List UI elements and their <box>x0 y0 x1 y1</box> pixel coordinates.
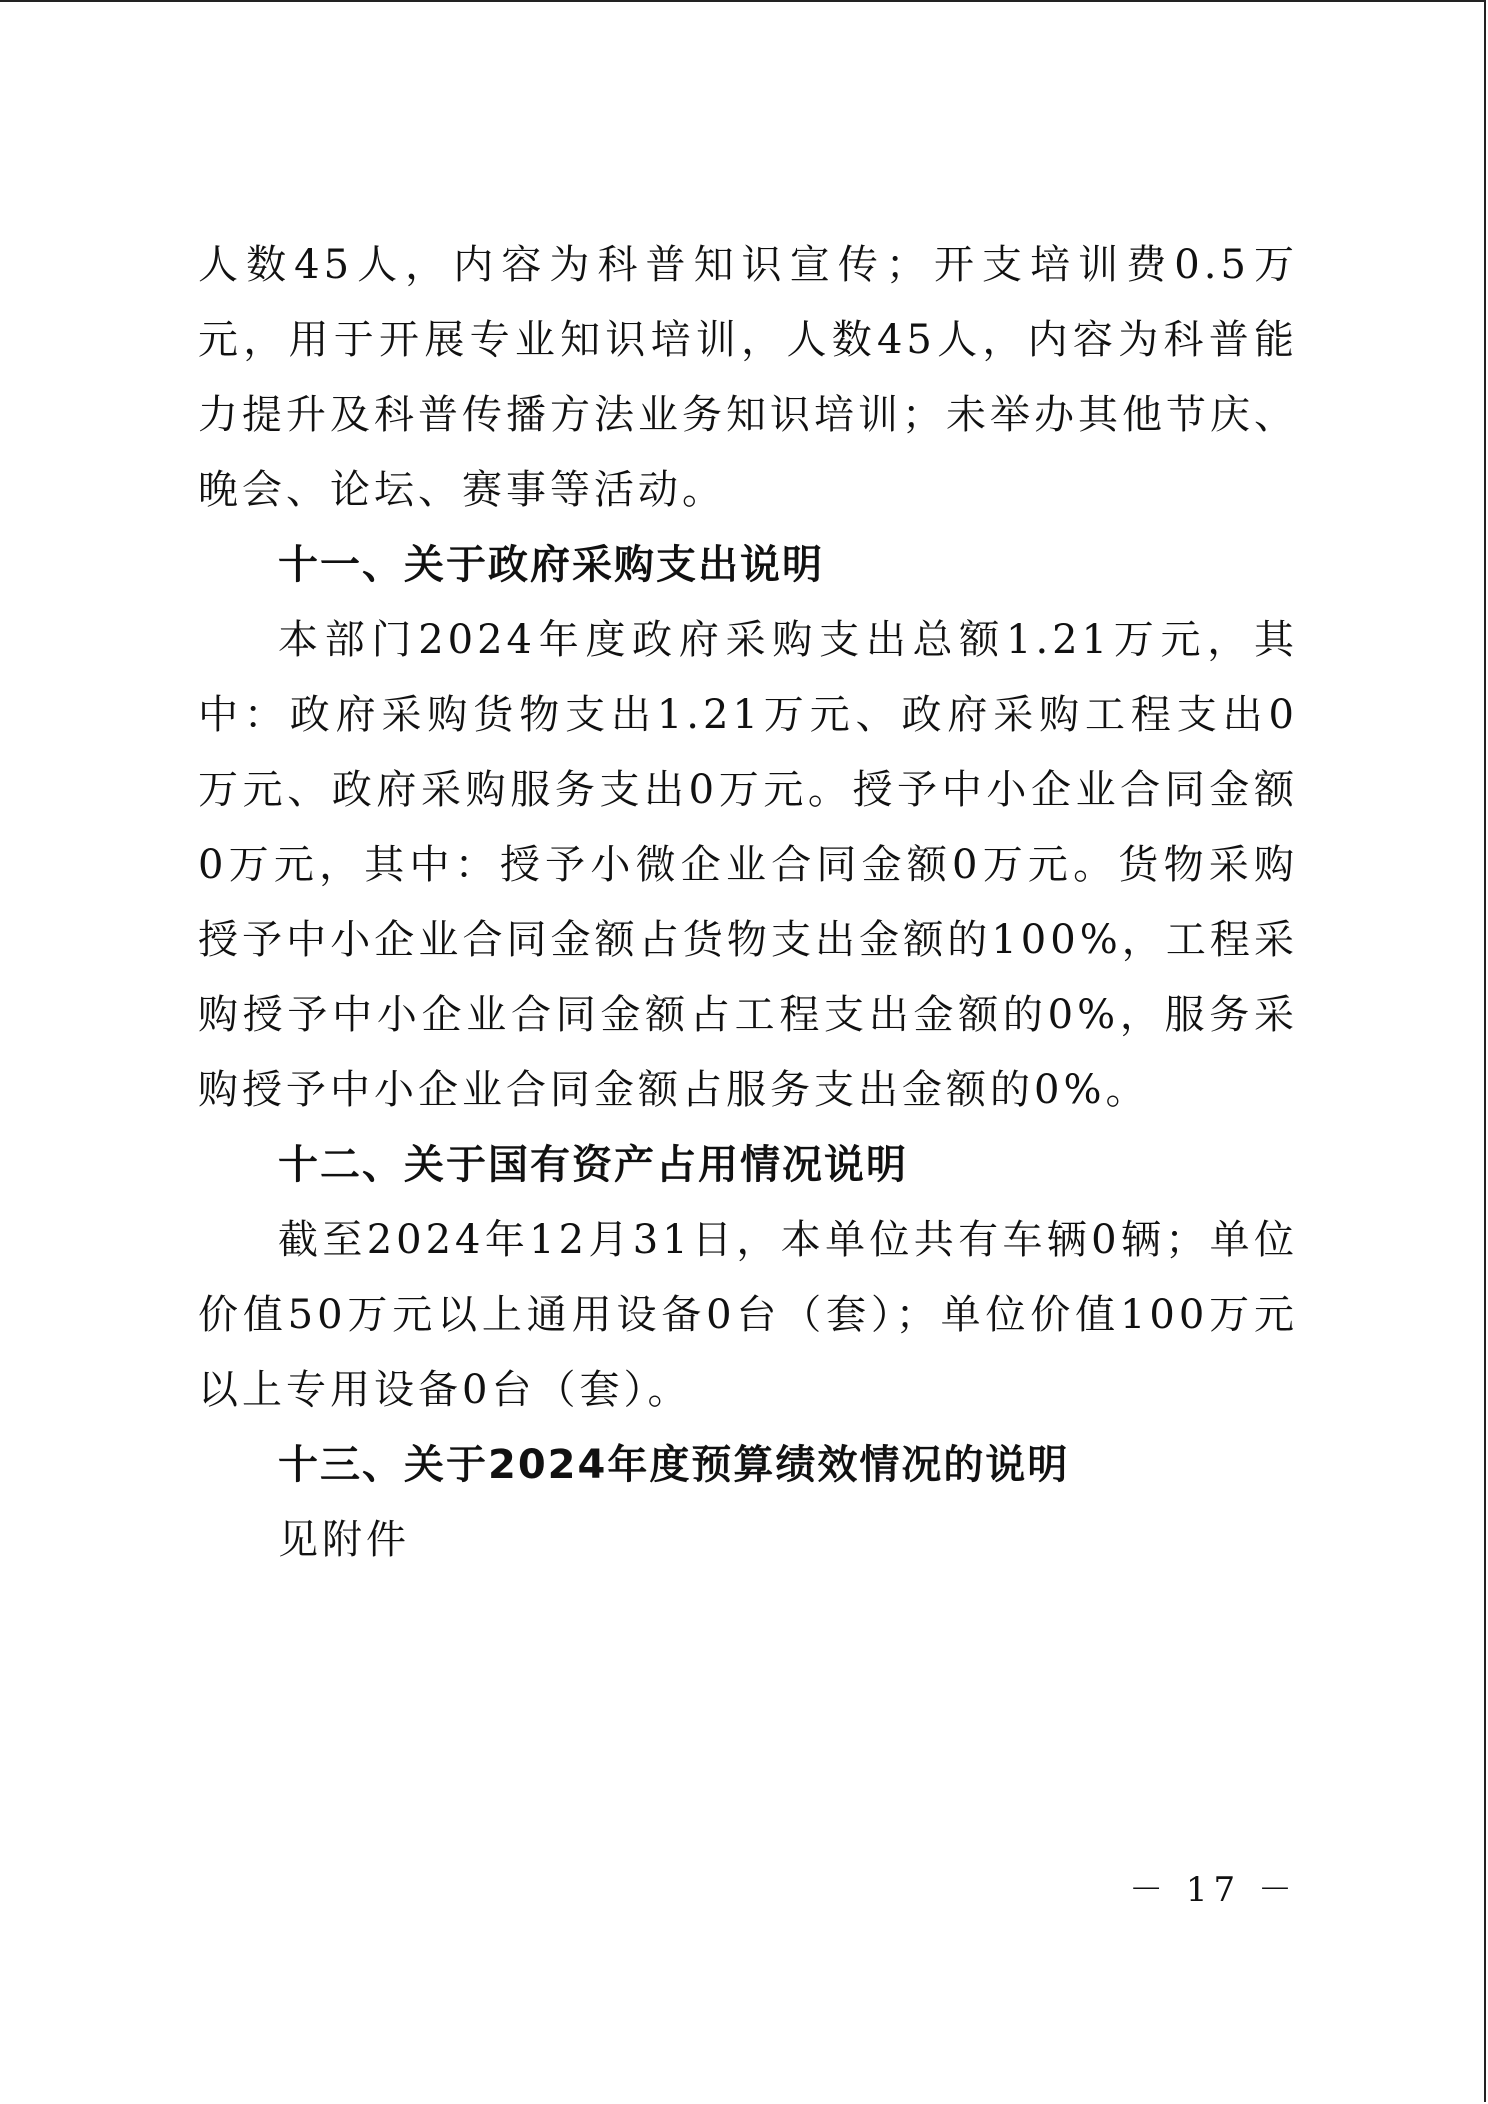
page-number: － 17 － <box>1129 1870 1298 1910</box>
heading-government-procurement: 十一、关于政府采购支出说明 <box>278 542 824 588</box>
document-body <box>198 228 1298 1578</box>
heading-state-assets: 十二、关于国有资产占用情况说明 <box>278 1142 908 1188</box>
paragraph-training-expenses: 人数45人，内容为科普知识宣传；开支培训费0.5万元，用于开展专业知识培训，人数45人，内容为科普能力提升及科普传播方法业务知识培训；未举办其他节庆、晚会、论坛、赛事等活动。 <box>198 242 1298 513</box>
paragraph-government-procurement: 本部门2024年度政府采购支出总额1.21万元，其中：政府采购货物支出1.21万元、政府采购工程支出0万元、政府采购服务支出0万元。授予中小企业合同金额0万元，其中：授予小微企业合同金额0万元。货物采购授予中小企业合同金额占货物支出金额的100%，工程采购授予中小企业合同金额占工程支出金额的0%，服务采购授予中小企业合同金额占服务支出金额的0%。 <box>198 617 1298 1113</box>
heading-budget-performance: 十三、关于2024年度预算绩效情况的说明 <box>278 1442 1070 1488</box>
paragraph-see-attachment: 见附件 <box>278 1517 410 1563</box>
paragraph-state-assets: 截至2024年12月31日，本单位共有车辆0辆；单位价值50万元以上通用设备0台（套）；单位价值100万元以上专用设备0台（套）。 <box>198 1217 1298 1413</box>
